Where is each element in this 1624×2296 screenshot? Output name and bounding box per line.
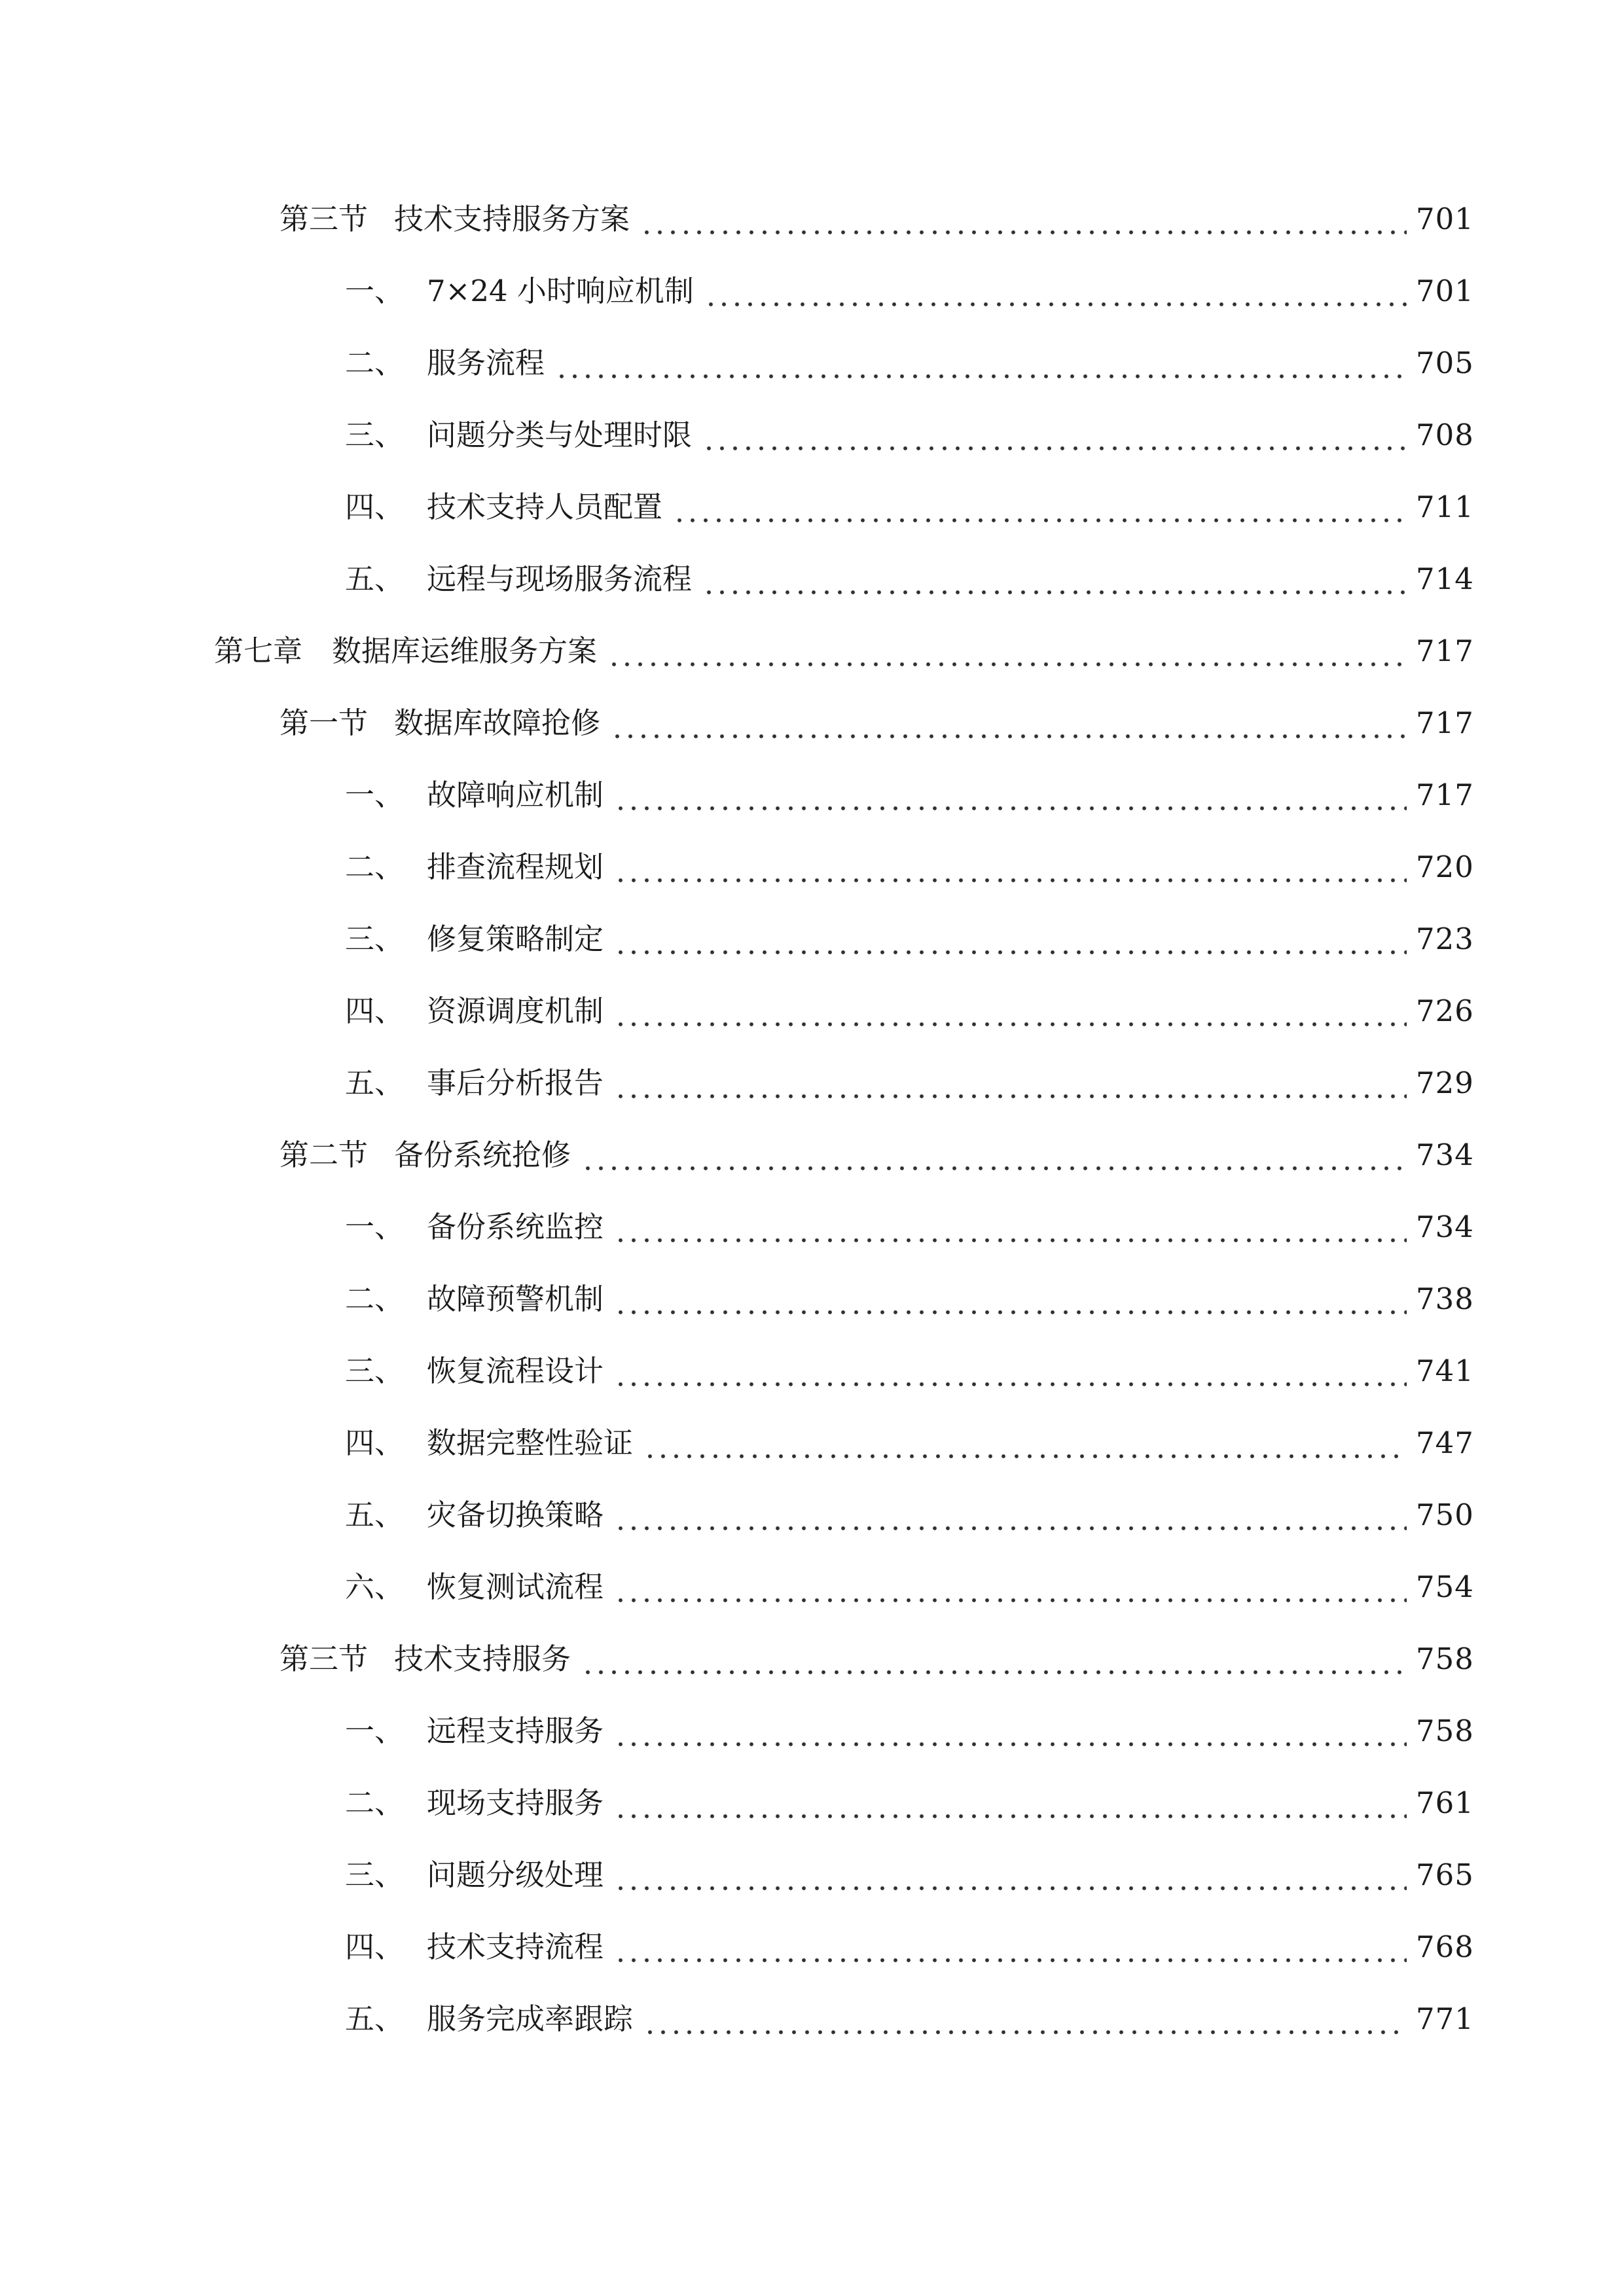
toc-entry-number: 五、 bbox=[345, 1066, 405, 1100]
toc-entry-page-number: 717 bbox=[1416, 706, 1474, 740]
toc-entry-heading bbox=[345, 2000, 633, 2039]
toc-entry-title: 资源调度机制 bbox=[427, 994, 604, 1028]
toc-entry-sub[interactable] bbox=[0, 903, 1624, 975]
toc-entry-page-number: 768 bbox=[1416, 1929, 1474, 1964]
toc-entry-heading bbox=[345, 1352, 604, 1391]
toc-entry-sub[interactable] bbox=[0, 975, 1624, 1047]
toc-entry-sub[interactable] bbox=[0, 1191, 1624, 1263]
toc-entry-title: 排查流程规划 bbox=[427, 850, 604, 884]
toc-entry-page-number: 720 bbox=[1416, 850, 1474, 884]
toc-entry-page-number: 771 bbox=[1416, 2001, 1474, 2036]
toc-entry-sub[interactable] bbox=[0, 1695, 1624, 1767]
toc-entry-page-number: 708 bbox=[1416, 418, 1474, 452]
toc-entry-title: 技术支持服务 bbox=[394, 1641, 571, 1676]
toc-entry-heading bbox=[345, 1496, 604, 1535]
toc-entry-heading bbox=[345, 1568, 604, 1607]
toc-entry-page-number: 701 bbox=[1416, 274, 1474, 308]
toc-entry-sub[interactable] bbox=[0, 255, 1624, 327]
toc-entry-title: 远程支持服务 bbox=[427, 1713, 604, 1748]
toc-entry-page-number: 765 bbox=[1416, 1857, 1474, 1892]
toc-entry-page-number: 754 bbox=[1416, 1570, 1474, 1604]
toc-entry-sub[interactable] bbox=[0, 543, 1624, 615]
toc-entry-page-number: 711 bbox=[1416, 490, 1474, 524]
toc-entry-title: 事后分析报告 bbox=[427, 1066, 604, 1100]
toc-entry-heading bbox=[345, 776, 604, 815]
toc-entry-number: 第七章 bbox=[214, 634, 303, 668]
toc-entry-title: 现场支持服务 bbox=[427, 1785, 604, 1820]
toc-entry-number: 第一节 bbox=[280, 706, 369, 740]
toc-entry-section[interactable] bbox=[0, 183, 1624, 255]
toc-entry-heading bbox=[280, 1640, 571, 1679]
toc-entry-number: 四、 bbox=[345, 1426, 405, 1460]
toc-entry-heading bbox=[345, 560, 692, 599]
toc-entry-sub[interactable] bbox=[0, 1047, 1624, 1119]
toc-entry-number: 五、 bbox=[345, 2001, 405, 2036]
toc-entry-sub[interactable] bbox=[0, 1551, 1624, 1623]
toc-entry-heading bbox=[345, 1064, 604, 1103]
toc-dot-leader bbox=[611, 1496, 1407, 1535]
toc-entry-number: 三、 bbox=[345, 1857, 405, 1892]
toc-dot-leader bbox=[611, 1568, 1407, 1607]
toc-entry-title: 远程与现场服务流程 bbox=[427, 562, 693, 596]
toc-entry-title: 故障预警机制 bbox=[427, 1282, 604, 1316]
toc-entry-heading bbox=[345, 992, 604, 1031]
toc-entry-heading bbox=[345, 344, 545, 383]
toc-entry-page-number: 747 bbox=[1416, 1426, 1474, 1460]
toc-entry-sub[interactable] bbox=[0, 1767, 1624, 1839]
toc-entry-heading bbox=[345, 272, 694, 311]
toc-entry-heading bbox=[345, 848, 604, 887]
toc-dot-leader bbox=[641, 1424, 1407, 1463]
toc-entry-number: 一、 bbox=[345, 274, 405, 308]
toc-entry-heading bbox=[345, 1208, 604, 1247]
toc-entry-number: 第二节 bbox=[280, 1138, 369, 1172]
toc-entry-page-number: 758 bbox=[1416, 1713, 1474, 1748]
toc-entry-title: 技术支持人员配置 bbox=[427, 490, 663, 524]
toc-dot-leader bbox=[611, 1856, 1407, 1895]
toc-entry-heading bbox=[345, 488, 662, 527]
toc-dot-leader bbox=[702, 272, 1407, 311]
toc-dot-leader bbox=[611, 1352, 1407, 1391]
toc-entry-section[interactable] bbox=[0, 1623, 1624, 1695]
toc-dot-leader bbox=[579, 1136, 1407, 1175]
toc-dot-leader bbox=[641, 2000, 1407, 2039]
toc-dot-leader bbox=[700, 416, 1407, 455]
toc-entry-page-number: 761 bbox=[1416, 1785, 1474, 1820]
toc-entry-sub[interactable] bbox=[0, 1839, 1624, 1911]
toc-entry-page-number: 758 bbox=[1416, 1641, 1474, 1676]
toc-entry-number: 一、 bbox=[345, 1210, 405, 1244]
toc-entry-number: 二、 bbox=[345, 850, 405, 884]
toc-entry-sub[interactable] bbox=[0, 759, 1624, 831]
toc-entry-title: 恢复测试流程 bbox=[427, 1570, 604, 1604]
toc-entry-page-number: 701 bbox=[1416, 202, 1474, 236]
toc-entry-heading bbox=[345, 920, 604, 959]
toc-entry-page-number: 705 bbox=[1416, 346, 1474, 380]
toc-entry-number: 四、 bbox=[345, 1929, 405, 1964]
toc-entry-heading bbox=[345, 1784, 604, 1823]
toc-entry-number: 第三节 bbox=[280, 1641, 369, 1676]
toc-entry-sub[interactable] bbox=[0, 399, 1624, 471]
toc-entry-sub[interactable] bbox=[0, 831, 1624, 903]
toc-dot-leader bbox=[611, 1784, 1407, 1823]
toc-dot-leader bbox=[611, 1280, 1407, 1319]
toc-entry-title: 数据库故障抢修 bbox=[394, 706, 601, 740]
toc-dot-leader bbox=[608, 704, 1407, 743]
toc-entry-sub[interactable] bbox=[0, 1911, 1624, 1983]
toc-entry-title: 备份系统抢修 bbox=[394, 1138, 571, 1172]
toc-dot-leader bbox=[611, 920, 1407, 959]
toc-entry-page-number: 717 bbox=[1416, 778, 1474, 812]
toc-entry-heading bbox=[345, 1280, 604, 1319]
toc-entry-number: 四、 bbox=[345, 490, 405, 524]
toc-entry-page-number: 738 bbox=[1416, 1282, 1474, 1316]
toc-entry-number: 四、 bbox=[345, 994, 405, 1028]
toc-entry-heading bbox=[280, 1136, 571, 1175]
toc-entry-title: 数据库运维服务方案 bbox=[332, 634, 598, 668]
toc-entry-title: 故障响应机制 bbox=[427, 778, 604, 812]
toc-entry-title: 7×24 小时响应机制 bbox=[427, 274, 694, 308]
toc-dot-leader bbox=[611, 848, 1407, 887]
toc-entry-title: 修复策略制定 bbox=[427, 922, 604, 956]
toc-entry-heading bbox=[345, 416, 692, 455]
toc-entry-number: 一、 bbox=[345, 778, 405, 812]
toc-dot-leader bbox=[552, 344, 1407, 383]
toc-entry-heading bbox=[345, 1856, 604, 1895]
toc-entry-title: 问题分级处理 bbox=[427, 1857, 604, 1892]
toc-entry-sub[interactable] bbox=[0, 327, 1624, 399]
toc-entry-heading bbox=[345, 1928, 604, 1967]
toc-dot-leader bbox=[700, 560, 1407, 599]
toc-entry-number: 第三节 bbox=[280, 202, 369, 236]
toc-dot-leader bbox=[611, 776, 1407, 815]
toc-entry-number: 二、 bbox=[345, 1282, 405, 1316]
toc-dot-leader bbox=[579, 1640, 1407, 1679]
toc-entry-number: 五、 bbox=[345, 1498, 405, 1532]
toc-entry-page-number: 717 bbox=[1416, 634, 1474, 668]
toc-entry-sub[interactable] bbox=[0, 471, 1624, 543]
toc-entry-title: 备份系统监控 bbox=[427, 1210, 604, 1244]
toc-entry-title: 恢复流程设计 bbox=[427, 1354, 604, 1388]
toc-entry-number: 六、 bbox=[345, 1570, 405, 1604]
toc-dot-leader bbox=[611, 1928, 1407, 1967]
toc-entry-number: 三、 bbox=[345, 922, 405, 956]
toc-dot-leader bbox=[605, 632, 1407, 671]
toc-entry-number: 三、 bbox=[345, 1354, 405, 1388]
toc-entry-page-number: 723 bbox=[1416, 922, 1474, 956]
toc-entry-sub[interactable] bbox=[0, 1983, 1624, 2055]
toc-entry-heading bbox=[280, 200, 630, 239]
toc-entry-chapter[interactable] bbox=[0, 615, 1624, 687]
toc-entry-title: 服务完成率跟踪 bbox=[427, 2001, 634, 2036]
toc-entry-title: 技术支持流程 bbox=[427, 1929, 604, 1964]
toc-entry-sub[interactable] bbox=[0, 1407, 1624, 1479]
toc-entry-number: 二、 bbox=[345, 346, 405, 380]
toc-entry-page-number: 750 bbox=[1416, 1498, 1474, 1532]
toc-entry-page-number: 734 bbox=[1416, 1210, 1474, 1244]
toc-entry-title: 问题分类与处理时限 bbox=[427, 418, 693, 452]
toc-dot-leader bbox=[611, 992, 1407, 1031]
toc-entry-number: 一、 bbox=[345, 1713, 405, 1748]
toc-entry-number: 二、 bbox=[345, 1785, 405, 1820]
toc-entry-title: 数据完整性验证 bbox=[427, 1426, 634, 1460]
toc-entry-title: 服务流程 bbox=[427, 346, 545, 380]
toc-entry-title: 技术支持服务方案 bbox=[394, 202, 630, 236]
toc-dot-leader bbox=[611, 1064, 1407, 1103]
toc-entry-title: 灾备切换策略 bbox=[427, 1498, 604, 1532]
toc-dot-leader bbox=[638, 200, 1407, 239]
toc-entry-sub[interactable] bbox=[0, 1335, 1624, 1407]
toc-entry-page-number: 714 bbox=[1416, 562, 1474, 596]
toc-entry-heading bbox=[280, 704, 600, 743]
toc-entry-sub[interactable] bbox=[0, 1263, 1624, 1335]
toc-entry-page-number: 734 bbox=[1416, 1138, 1474, 1172]
toc-entry-heading bbox=[345, 1424, 633, 1463]
toc-entry-heading bbox=[345, 1712, 604, 1751]
toc-dot-leader bbox=[611, 1712, 1407, 1751]
toc-entry-number: 五、 bbox=[345, 562, 405, 596]
toc-entry-sub[interactable] bbox=[0, 1479, 1624, 1551]
toc-entry-page-number: 741 bbox=[1416, 1354, 1474, 1388]
toc-entry-number: 三、 bbox=[345, 418, 405, 452]
toc-entry-heading bbox=[214, 632, 597, 671]
toc-entry-section[interactable] bbox=[0, 687, 1624, 759]
toc-entry-page-number: 729 bbox=[1416, 1066, 1474, 1100]
toc-entry-page-number: 726 bbox=[1416, 994, 1474, 1028]
toc-dot-leader bbox=[670, 488, 1407, 527]
toc-dot-leader bbox=[611, 1208, 1407, 1247]
toc-entry-section[interactable] bbox=[0, 1119, 1624, 1191]
table-of-contents bbox=[0, 183, 1624, 2055]
